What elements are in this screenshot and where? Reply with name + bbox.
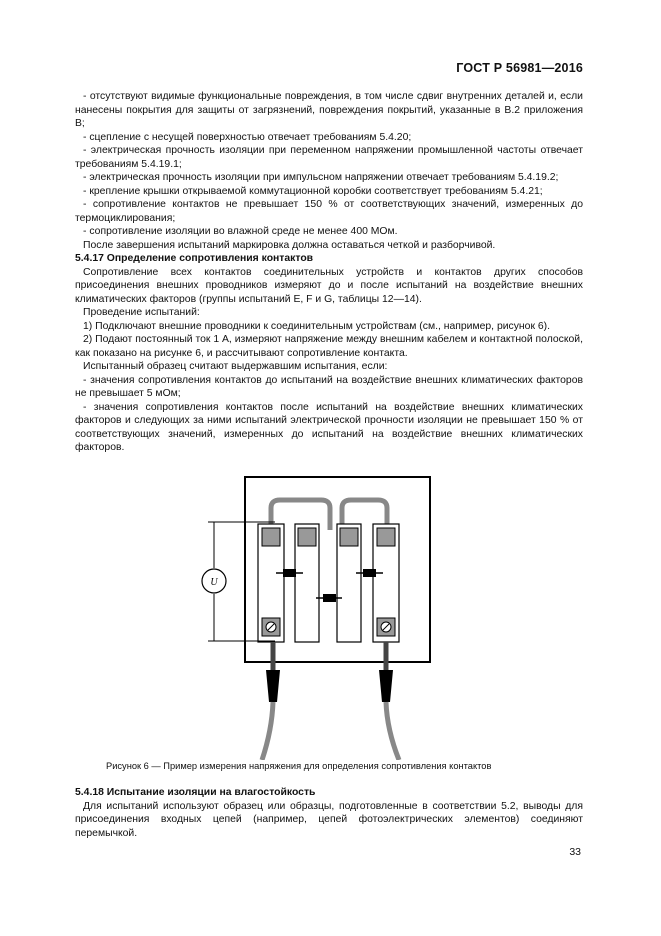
section-heading-5-4-17: 5.4.17 Определение сопротивления контактов (75, 253, 314, 264)
list-item: - электрическая прочность изоляции при переменном напряжении промышленной частоты отвечает требованиям 5.4.19.1; (75, 145, 583, 170)
page-number: 33 (569, 846, 581, 858)
terminal-block (340, 528, 358, 546)
list-item: - сопротивление контактов не превышает 150 % от соответствующих значений, измеренных до термоциклирования; (75, 199, 583, 224)
section-5-4-18 (75, 786, 583, 840)
list-item: - сопротивление изоляции во влажной среде не менее 400 МОм. (83, 226, 398, 237)
voltmeter-label: U (210, 577, 218, 588)
list-item: - сцепление с несущей поверхностью отвечает требованиям 5.4.20; (83, 131, 412, 143)
paragraph: После завершения испытаний маркировка должна оставаться четкой и разборчивой. (83, 239, 496, 251)
terminal-block (262, 528, 280, 546)
list-item: - электрическая прочность изоляции при импульсном напряжении отвечает требованиям 5.4.19.2; (83, 172, 559, 183)
list-item: - значения сопротивления контактов после испытаний на воздействие внешних климатических факторов и следующих за ними испытаний электрической прочности изоляции не превышает 150 % от соответствующих значений, измеренных до испытаний на воздействие внешних климатических факторов. (75, 401, 583, 453)
cable-gland-left (266, 670, 280, 702)
paragraph: Испытанный образец считают выдержавшим испытания, если: (83, 361, 388, 372)
external-cable-right (386, 702, 399, 760)
paragraph: 1) Подключают внешние проводники к соединительным устройствам (см., например, рисунок 6). (83, 320, 551, 332)
terminal-block (298, 528, 316, 546)
paragraph: Для испытаний используют образец или образцы, подготовленные в соответствии 5.2, выводы для присоединения входных цепей (например, цепей фотоэлектрических элементов) соединяют перемычкой. (75, 800, 583, 839)
list-item: - отсутствуют видимые функциональные повреждения, в том числе сдвиг внутренних деталей и, если нанесены покрытия для защиты от загрязнений, повреждения покрытий, указанные в В.2 приложения В; (75, 91, 583, 129)
list-item: - значения сопротивления контактов до испытаний на воздействие внешних климатических факторов не превышает 5 мОм; (75, 374, 583, 399)
document-standard-code: ГОСТ Р 56981—2016 (456, 61, 583, 75)
external-cable-left (262, 702, 273, 760)
figure-caption: Рисунок 6 — Пример измерения напряжения для определения сопротивления контактов (106, 761, 492, 771)
paragraph: Проведение испытаний: (83, 307, 200, 318)
terminal-block (377, 528, 395, 546)
paragraph: 2) Подают постоянный ток 1 А, измеряют напряжение между внешним кабелем и контактной полоской, как показано на рисунке 6, и рассчитывают сопротивление контакта. (75, 334, 583, 359)
paragraph: Сопротивление всех контактов соединительных устройств и контактов других способов присоединения внешних проводников измеряют до и после испытаний на воздействие внешних климатических факторов (группы испытаний E, F и G, таблицы 12—14). (75, 266, 583, 305)
figure-6-diagram (190, 470, 470, 760)
section-heading-5-4-18: 5.4.18 Испытание изоляции на влагостойкость (75, 787, 316, 798)
cable-gland-right (379, 670, 393, 702)
list-item: - крепление крышки открываемой коммутационной коробки соответствует требованиям 5.4.21; (83, 185, 543, 197)
main-text (75, 90, 583, 455)
